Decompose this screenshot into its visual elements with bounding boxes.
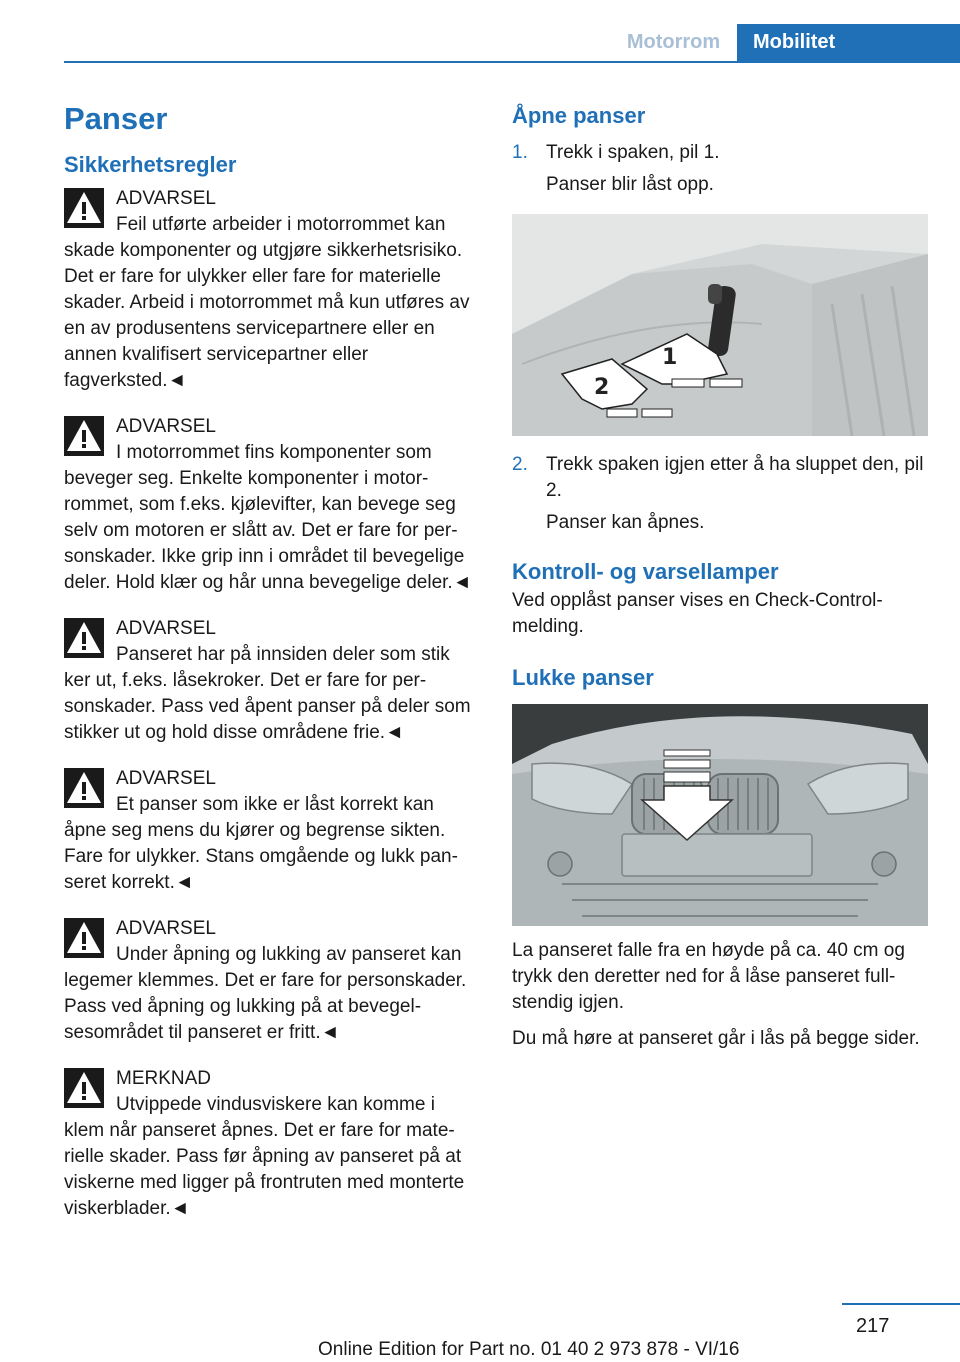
warning-text: beveger seg. Enkelte komponenter i motorrommet, som f.eks. kjølevifter, kan bevege seg selv om motoren er slått av. Det er fare for personskader. Ikke grip inn i området til bevegelige deler. Hold klær og hår unna bevegelige deler.◄ (64, 468, 472, 593)
hood-release-lever-image (512, 214, 928, 436)
warning-text: skade komponenter og utgjøre sikkerhetsrisiko. Det er fare for ulykker eller fare for materielle skader. Arbeid i motorrommet må kun utføres av en av produsentens servicepartnere eller en annen kvalifisert servicepartner eller fagverksted.◄ (64, 240, 470, 391)
warning-block (64, 616, 478, 746)
warning-text: åpne seg mens du kjører og begrense sikten. Fare for ulykker. Stans omgående og lukk panseret korrekt.◄ (64, 820, 458, 893)
tab-mobilitet[interactable]: Mobilitet (737, 24, 960, 61)
warning-block (64, 186, 478, 394)
warning-first-line: I motorrommet fins komponenter som (116, 442, 432, 463)
left-column (64, 98, 478, 1242)
warning-first-line: Et panser som ikke er låst korrekt kan (116, 794, 434, 815)
warning-triangle-icon (64, 618, 104, 658)
step-result: Panser blir låst opp. (546, 174, 714, 195)
step-number: 2. (512, 454, 528, 475)
right-column (512, 100, 928, 1052)
warning-list (64, 186, 478, 1222)
step-text: Trekk i spaken, pil 1. (546, 142, 720, 163)
warning-label: ADVARSEL (116, 416, 216, 437)
section-heading-safety: Sikkerhetsregler (64, 152, 237, 177)
header-rule (64, 61, 960, 63)
page-title: Panser (64, 101, 168, 136)
warning-block (64, 916, 478, 1046)
warning-block (64, 1066, 478, 1222)
warning-label: MERKNAD (116, 1068, 212, 1089)
indicators-text: Ved opplåst panser vises en Check-Control-melding. (512, 590, 883, 637)
step-1 (512, 140, 928, 198)
close-instruction-2: Du må høre at panseret går i lås på begge sider. (512, 1028, 920, 1049)
edition-footer: Online Edition for Part no. 01 40 2 973 878 - VI/16 (318, 1339, 740, 1360)
warning-first-line: Panseret har på innsiden deler som stik (116, 644, 450, 665)
step-result: Panser kan åpnes. (546, 512, 705, 533)
step-2 (512, 452, 928, 536)
step-number: 1. (512, 142, 528, 163)
warning-label: ADVARSEL (116, 768, 216, 789)
section-heading-open-hood: Åpne panser (512, 103, 646, 128)
close-instruction-1: La panseret falle fra en høyde på ca. 40 cm og trykk den deretter ned for å låse panseret fullstendig igjen. (512, 940, 905, 1013)
step-text: Trekk spaken igjen etter å ha sluppet den, pil 2. (546, 454, 924, 501)
warning-first-line: Utvippede vindusviskere kan komme i (116, 1094, 435, 1115)
warning-block (64, 414, 478, 596)
warning-label: ADVARSEL (116, 618, 216, 639)
hood-release-illustration (512, 214, 928, 436)
arrow-2-label: 2 (594, 375, 610, 400)
closing-hood-image (512, 704, 928, 926)
warning-triangle-icon (64, 1068, 104, 1108)
section-heading-close-hood: Lukke panser (512, 665, 654, 690)
tab-motorrom[interactable]: Motorrom (612, 24, 735, 61)
warning-triangle-icon (64, 416, 104, 456)
warning-triangle-icon (64, 768, 104, 808)
warning-text: legemer klemmes. Det er fare for personskader. Pass ved åpning og lukking på at bevegelsesområdet til panseret er fritt.◄ (64, 970, 467, 1043)
warning-first-line: Feil utførte arbeider i motorrommet kan (116, 214, 446, 235)
section-heading-indicators: Kontroll- og varsellamper (512, 559, 779, 584)
warning-text: ker ut, f.eks. låsekroker. Det er fare for personskader. Pass ved åpent panser på deler som stikker ut og hold disse områdene frie.◄ (64, 670, 471, 743)
warning-triangle-icon (64, 918, 104, 958)
warning-text: klem når panseret åpnes. Det er fare for materielle skader. Pass før åpning av panseret på at viskerne med ligger på frontruten med monterte viskerblader.◄ (64, 1120, 465, 1219)
warning-triangle-icon (64, 188, 104, 228)
warning-first-line: Under åpning og lukking av panseret kan (116, 944, 462, 965)
closing-hood-illustration (512, 704, 928, 926)
page-number-rule (842, 1303, 960, 1305)
page-number: 217 (856, 1315, 890, 1337)
warning-label: ADVARSEL (116, 188, 216, 209)
warning-label: ADVARSEL (116, 918, 216, 939)
warning-block (64, 766, 478, 896)
arrow-1-label: 1 (662, 345, 678, 370)
